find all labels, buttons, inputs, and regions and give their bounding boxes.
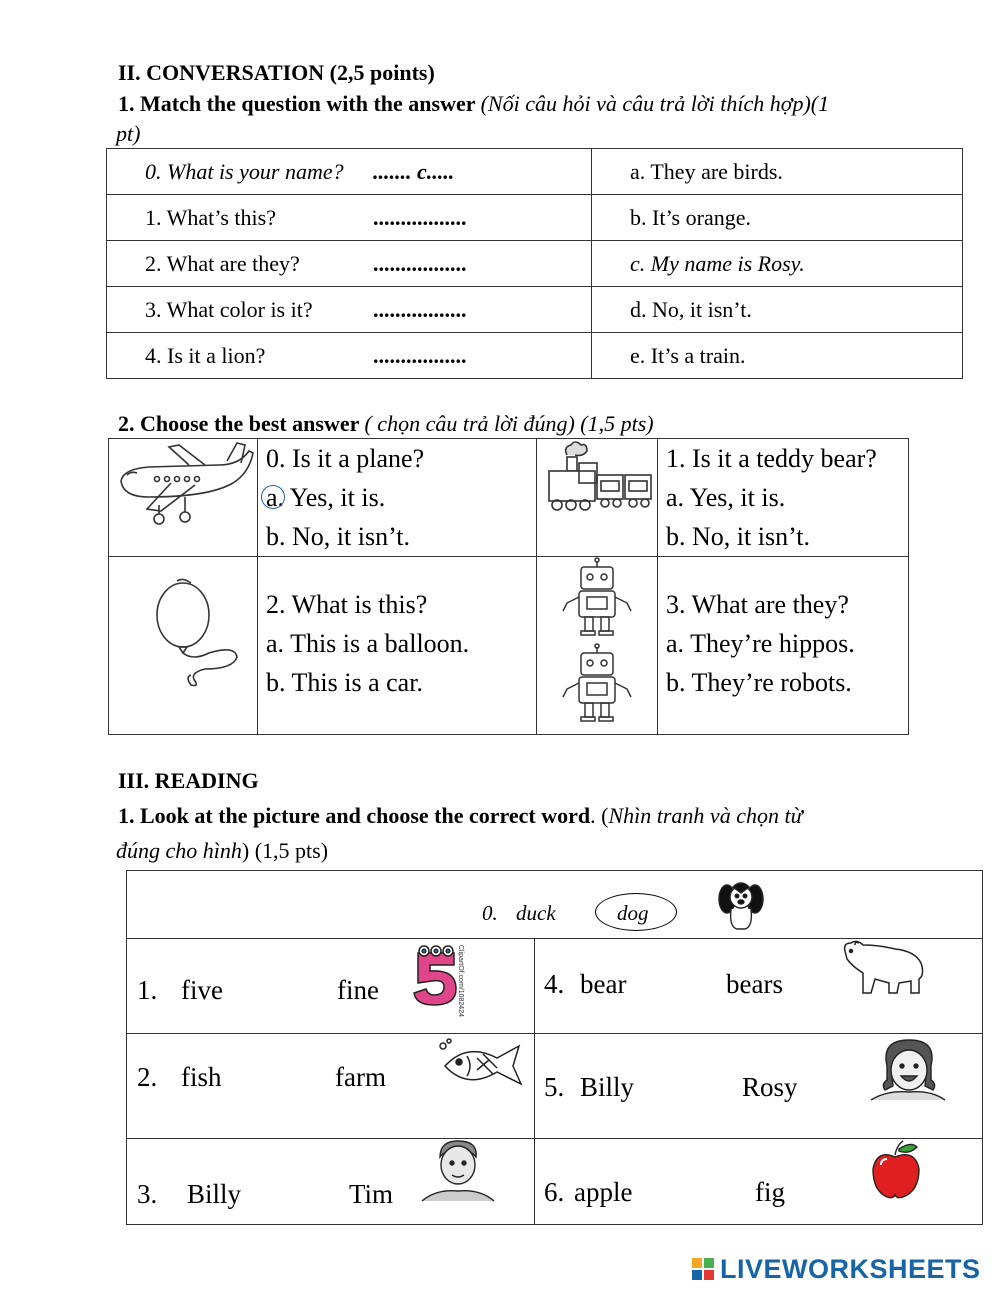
word-option-2[interactable]: Rosy — [742, 1072, 798, 1102]
choose-table — [108, 438, 909, 735]
airplane-cell — [109, 439, 258, 557]
question-cell — [258, 439, 537, 557]
word-option-2[interactable]: farm — [335, 1062, 386, 1092]
answer-blank[interactable]: ....... c..... — [373, 158, 455, 184]
answer-text: a. They are birds. — [592, 149, 963, 195]
task1-instruction — [118, 91, 829, 117]
liveworksheets-brand: LIVEWORKSHEETS — [720, 1254, 981, 1284]
task1-bold-text: 1. Match the question with the answer — [118, 91, 476, 116]
girl-picture — [867, 1036, 949, 1102]
robots-picture — [537, 557, 657, 727]
reading-task1-italic-a: Nhìn tranh và chọn từ — [608, 803, 803, 828]
item-number: 5. — [544, 1072, 565, 1102]
train-cell — [537, 439, 658, 557]
balloon-picture — [109, 557, 257, 727]
table-row — [107, 287, 963, 333]
option-a[interactable]: a. Yes, it is. — [666, 483, 786, 512]
item-cell-5 — [534, 1033, 983, 1139]
match-table — [106, 148, 963, 379]
option-a-text: a. Yes, it is. — [266, 483, 386, 512]
liveworksheets-logo-icon — [692, 1258, 716, 1282]
answer-blank[interactable]: ................. — [373, 204, 467, 230]
example-row — [126, 870, 983, 939]
task1-italic-text: (Nối câu hỏi và câu trả lời thích hợp)(1 — [480, 91, 830, 116]
option-a[interactable] — [258, 478, 536, 517]
number-five-picture — [410, 943, 462, 1007]
answer-text: d. No, it isn’t. — [592, 287, 963, 333]
item-number: 1. — [137, 975, 158, 1005]
option-a[interactable]: a. They’re hippos. — [666, 629, 855, 658]
table-row — [109, 439, 909, 557]
question-text: 2. What are they? — [145, 250, 300, 276]
apple-picture — [867, 1139, 925, 1201]
train-picture — [537, 439, 657, 529]
question-text: 0. What is your name? — [145, 158, 344, 184]
question-text: 3. What are they? — [666, 590, 849, 619]
question-text: 2. What is this? — [266, 590, 428, 619]
item-number: 3. — [137, 1179, 158, 1209]
word-option-1[interactable]: bear — [580, 969, 627, 999]
airplane-picture — [109, 439, 257, 539]
answer-text: e. It’s a train. — [592, 333, 963, 379]
word-option-1[interactable]: Billy — [580, 1072, 635, 1102]
option-b[interactable]: b. This is a car. — [266, 668, 423, 697]
reading-task1-rest-b: ) (1,5 pts) — [241, 838, 329, 863]
example-number: 0. — [482, 901, 498, 925]
table-row — [107, 195, 963, 241]
item-cell-1 — [126, 938, 535, 1034]
task2-italic-text: ( chọn câu trả lời đúng) (1,5 pts) — [364, 411, 654, 436]
boy-picture — [420, 1139, 496, 1203]
answer-circle-icon — [261, 485, 285, 509]
item-cell-6 — [534, 1138, 983, 1225]
answer-blank[interactable]: ................. — [373, 250, 467, 276]
table-row — [107, 149, 963, 195]
robots-cell — [537, 557, 658, 735]
answer-blank[interactable]: ................. — [373, 342, 467, 368]
option-b[interactable]: b. They’re robots. — [666, 668, 852, 697]
reading-task1-rest-a: . ( — [590, 803, 609, 828]
word-option-1[interactable]: five — [181, 975, 223, 1005]
answer-text: b. It’s orange. — [592, 195, 963, 241]
question-cell — [658, 439, 909, 557]
option-b[interactable]: b. No, it isn’t. — [666, 522, 810, 551]
question-text: 1. Is it a teddy bear? — [666, 444, 877, 473]
task1-italic-line2: pt) — [116, 121, 141, 146]
reading-task1-bold: 1. Look at the picture and choose the correct word — [118, 803, 591, 828]
question-cell — [258, 557, 537, 735]
question-cell — [658, 557, 909, 735]
item-cell-3 — [126, 1138, 535, 1225]
reading-task1-line2 — [116, 838, 328, 864]
example-word-1[interactable]: duck — [516, 901, 556, 925]
bear-picture — [839, 939, 927, 995]
fish-picture — [437, 1038, 527, 1088]
question-text: 1. What’s this? — [145, 204, 276, 230]
task2-bold-text: 2. Choose the best answer — [118, 411, 359, 436]
item-number: 6. — [544, 1177, 565, 1207]
task2-instruction — [118, 411, 654, 437]
question-text: 0. Is it a plane? — [266, 444, 425, 473]
example-word-2[interactable]: dog — [617, 901, 649, 925]
reading-task1-instruction — [118, 803, 803, 829]
table-row — [109, 557, 909, 735]
option-a[interactable]: a. This is a balloon. — [266, 629, 470, 658]
word-option-2[interactable]: bears — [726, 969, 783, 999]
word-option-2[interactable]: Tim — [349, 1179, 394, 1209]
table-row — [107, 241, 963, 287]
reading-task1-italic-b: đúng cho hình — [116, 838, 242, 863]
section-reading-heading: III. READING — [118, 768, 259, 793]
question-text: 4. Is it a lion? — [145, 342, 266, 368]
option-b[interactable]: b. No, it isn’t. — [266, 522, 410, 551]
balloon-cell — [109, 557, 258, 735]
answer-blank[interactable]: ................. — [373, 296, 467, 322]
section-conversation-heading: II. CONVERSATION (2,5 points) — [118, 60, 435, 85]
table-row — [107, 333, 963, 379]
item-cell-2 — [126, 1033, 535, 1139]
item-cell-4 — [534, 938, 983, 1034]
clipart-credit: ClipartOf.com/1082424 — [457, 945, 464, 1017]
item-number: 2. — [137, 1062, 158, 1092]
item-number: 4. — [544, 969, 565, 999]
word-option-2[interactable]: fig — [755, 1177, 785, 1207]
word-option-1[interactable]: apple — [574, 1177, 633, 1207]
dog-picture — [713, 877, 769, 933]
question-text: 3. What color is it? — [145, 296, 313, 322]
word-option-1[interactable]: Billy — [187, 1179, 242, 1209]
answer-text: c. My name is Rosy. — [592, 241, 963, 287]
word-option-2[interactable]: fine — [337, 975, 379, 1005]
word-option-1[interactable]: fish — [181, 1062, 222, 1092]
